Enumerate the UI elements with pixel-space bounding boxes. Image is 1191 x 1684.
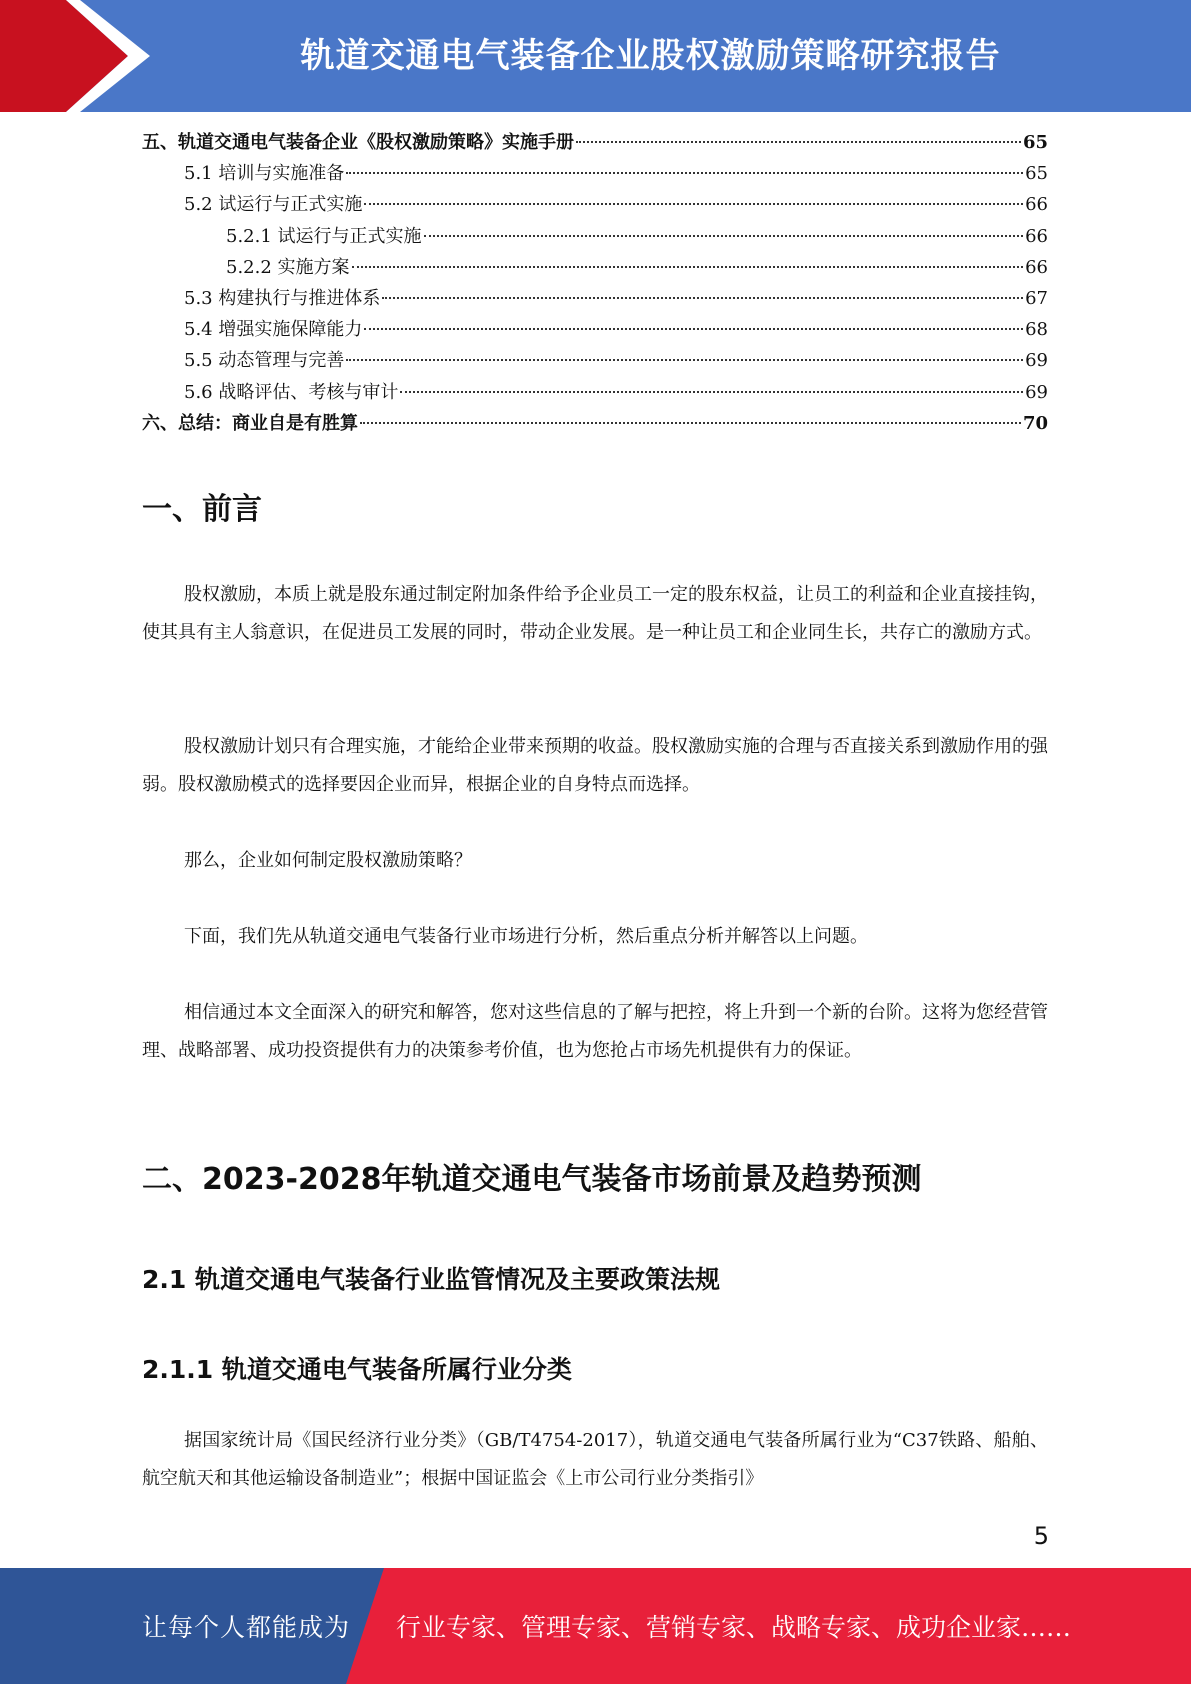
paragraph: 据国家统计局《国民经济行业分类》（GB/T4754-2017），轨道交通电气装备所属行业为“C37铁路、船舶、航空航天和其他运输设备制造业”；根据中国证监会《上市公司行业分类指引》 [142, 1430, 1048, 1489]
toc-entry[interactable] [142, 159, 1048, 190]
toc-entry[interactable] [142, 253, 1048, 284]
toc-entry-label: 5.2.2 实施方案 [226, 256, 350, 278]
toc-entry-label: 六、总结：商业自是有胜算 [142, 412, 358, 434]
paragraph: 那么，企业如何制定股权激励策略？ [184, 850, 472, 871]
header-banner [0, 0, 1191, 112]
toc-leader-dots [346, 359, 1023, 361]
toc-entry[interactable] [142, 346, 1048, 377]
toc-entry-page: 69 [1025, 350, 1048, 372]
toc-leader-dots [382, 297, 1023, 299]
toc-leader-dots [352, 266, 1024, 268]
toc-entry-label: 5.2.1 试运行与正式实施 [226, 225, 422, 247]
toc-entry-label: 5.6 战略评估、考核与审计 [184, 381, 399, 403]
footer-slogan-left: 让每个人都能成为 [142, 1613, 351, 1642]
subsubsection-heading: 2.1.1 轨道交通电气装备所属行业分类 [142, 1355, 572, 1384]
toc-entry[interactable] [142, 378, 1048, 409]
toc-leader-dots [364, 328, 1023, 330]
toc-entry-page: 69 [1025, 381, 1048, 403]
paragraph: 相信通过本文全面深入的研究和解答，您对这些信息的了解与把控，将上升到一个新的台阶。这将为您经营管理、战略部署、成功投资提供有力的决策参考价值，也为您抢占市场先机提供有力的保证。 [142, 1002, 1048, 1061]
report-title: 轨道交通电气装备企业股权激励策略研究报告 [300, 36, 1001, 76]
toc-leader-dots [400, 391, 1023, 393]
toc-entry[interactable] [142, 190, 1048, 221]
toc-entry-page: 66 [1025, 194, 1048, 216]
toc-entry-label: 五、轨道交通电气装备企业《股权激励策略》实施手册 [142, 132, 574, 153]
toc-entry-label: 5.3 构建执行与推进体系 [184, 287, 381, 309]
toc-entry[interactable] [142, 128, 1048, 159]
toc-entry[interactable] [142, 284, 1048, 315]
toc-entry-page: 65 [1022, 132, 1048, 153]
subsection-heading: 2.1 轨道交通电气装备行业监管情况及主要政策法规 [142, 1265, 720, 1294]
toc-entry-label: 5.4 增强实施保障能力 [184, 319, 363, 341]
toc-entry-label: 5.5 动态管理与完善 [184, 350, 345, 372]
toc-entry-page: 68 [1025, 319, 1048, 341]
toc-entry-label: 5.2 试运行与正式实施 [184, 194, 363, 216]
toc-entry-label: 5.1 培训与实施准备 [184, 163, 345, 185]
footer-banner [0, 1568, 1191, 1684]
toc-leader-dots [424, 235, 1024, 237]
toc-leader-dots [364, 203, 1023, 205]
header-chevron-decoration [0, 0, 160, 112]
toc-entry[interactable] [142, 409, 1048, 440]
toc-entry-page: 66 [1025, 256, 1048, 278]
footer-slogan-right: 行业专家、管理专家、营销专家、战略专家、成功企业家…… [396, 1613, 1072, 1642]
toc-entry-page: 66 [1025, 225, 1048, 247]
section-heading-market-outlook: 二、2023-2028年轨道交通电气装备市场前景及趋势预测 [142, 1162, 922, 1197]
toc-entry-page: 65 [1025, 163, 1048, 185]
toc-entry-page: 70 [1022, 412, 1048, 434]
table-of-contents [142, 128, 1048, 440]
toc-entry-page: 67 [1025, 287, 1048, 309]
toc-leader-dots [346, 172, 1023, 174]
toc-leader-dots [576, 141, 1021, 143]
section-heading-preface: 一、前言 [142, 492, 262, 527]
paragraph: 下面，我们先从轨道交通电气装备行业市场进行分析，然后重点分析并解答以上问题。 [184, 926, 868, 947]
toc-entry[interactable] [142, 315, 1048, 346]
toc-entry[interactable] [142, 222, 1048, 253]
page-number: 5 [1033, 1522, 1049, 1550]
toc-leader-dots [360, 422, 1021, 424]
paragraph: 股权激励，本质上就是股东通过制定附加条件给予企业员工一定的股东权益，让员工的利益和企业直接挂钩，使其具有主人翁意识，在促进员工发展的同时，带动企业发展。是一种让员工和企业同生长，共存亡的激励方式。 [142, 584, 1048, 643]
paragraph: 股权激励计划只有合理实施，才能给企业带来预期的收益。股权激励实施的合理与否直接关系到激励作用的强弱。股权激励模式的选择要因企业而异，根据企业的自身特点而选择。 [142, 736, 1048, 795]
